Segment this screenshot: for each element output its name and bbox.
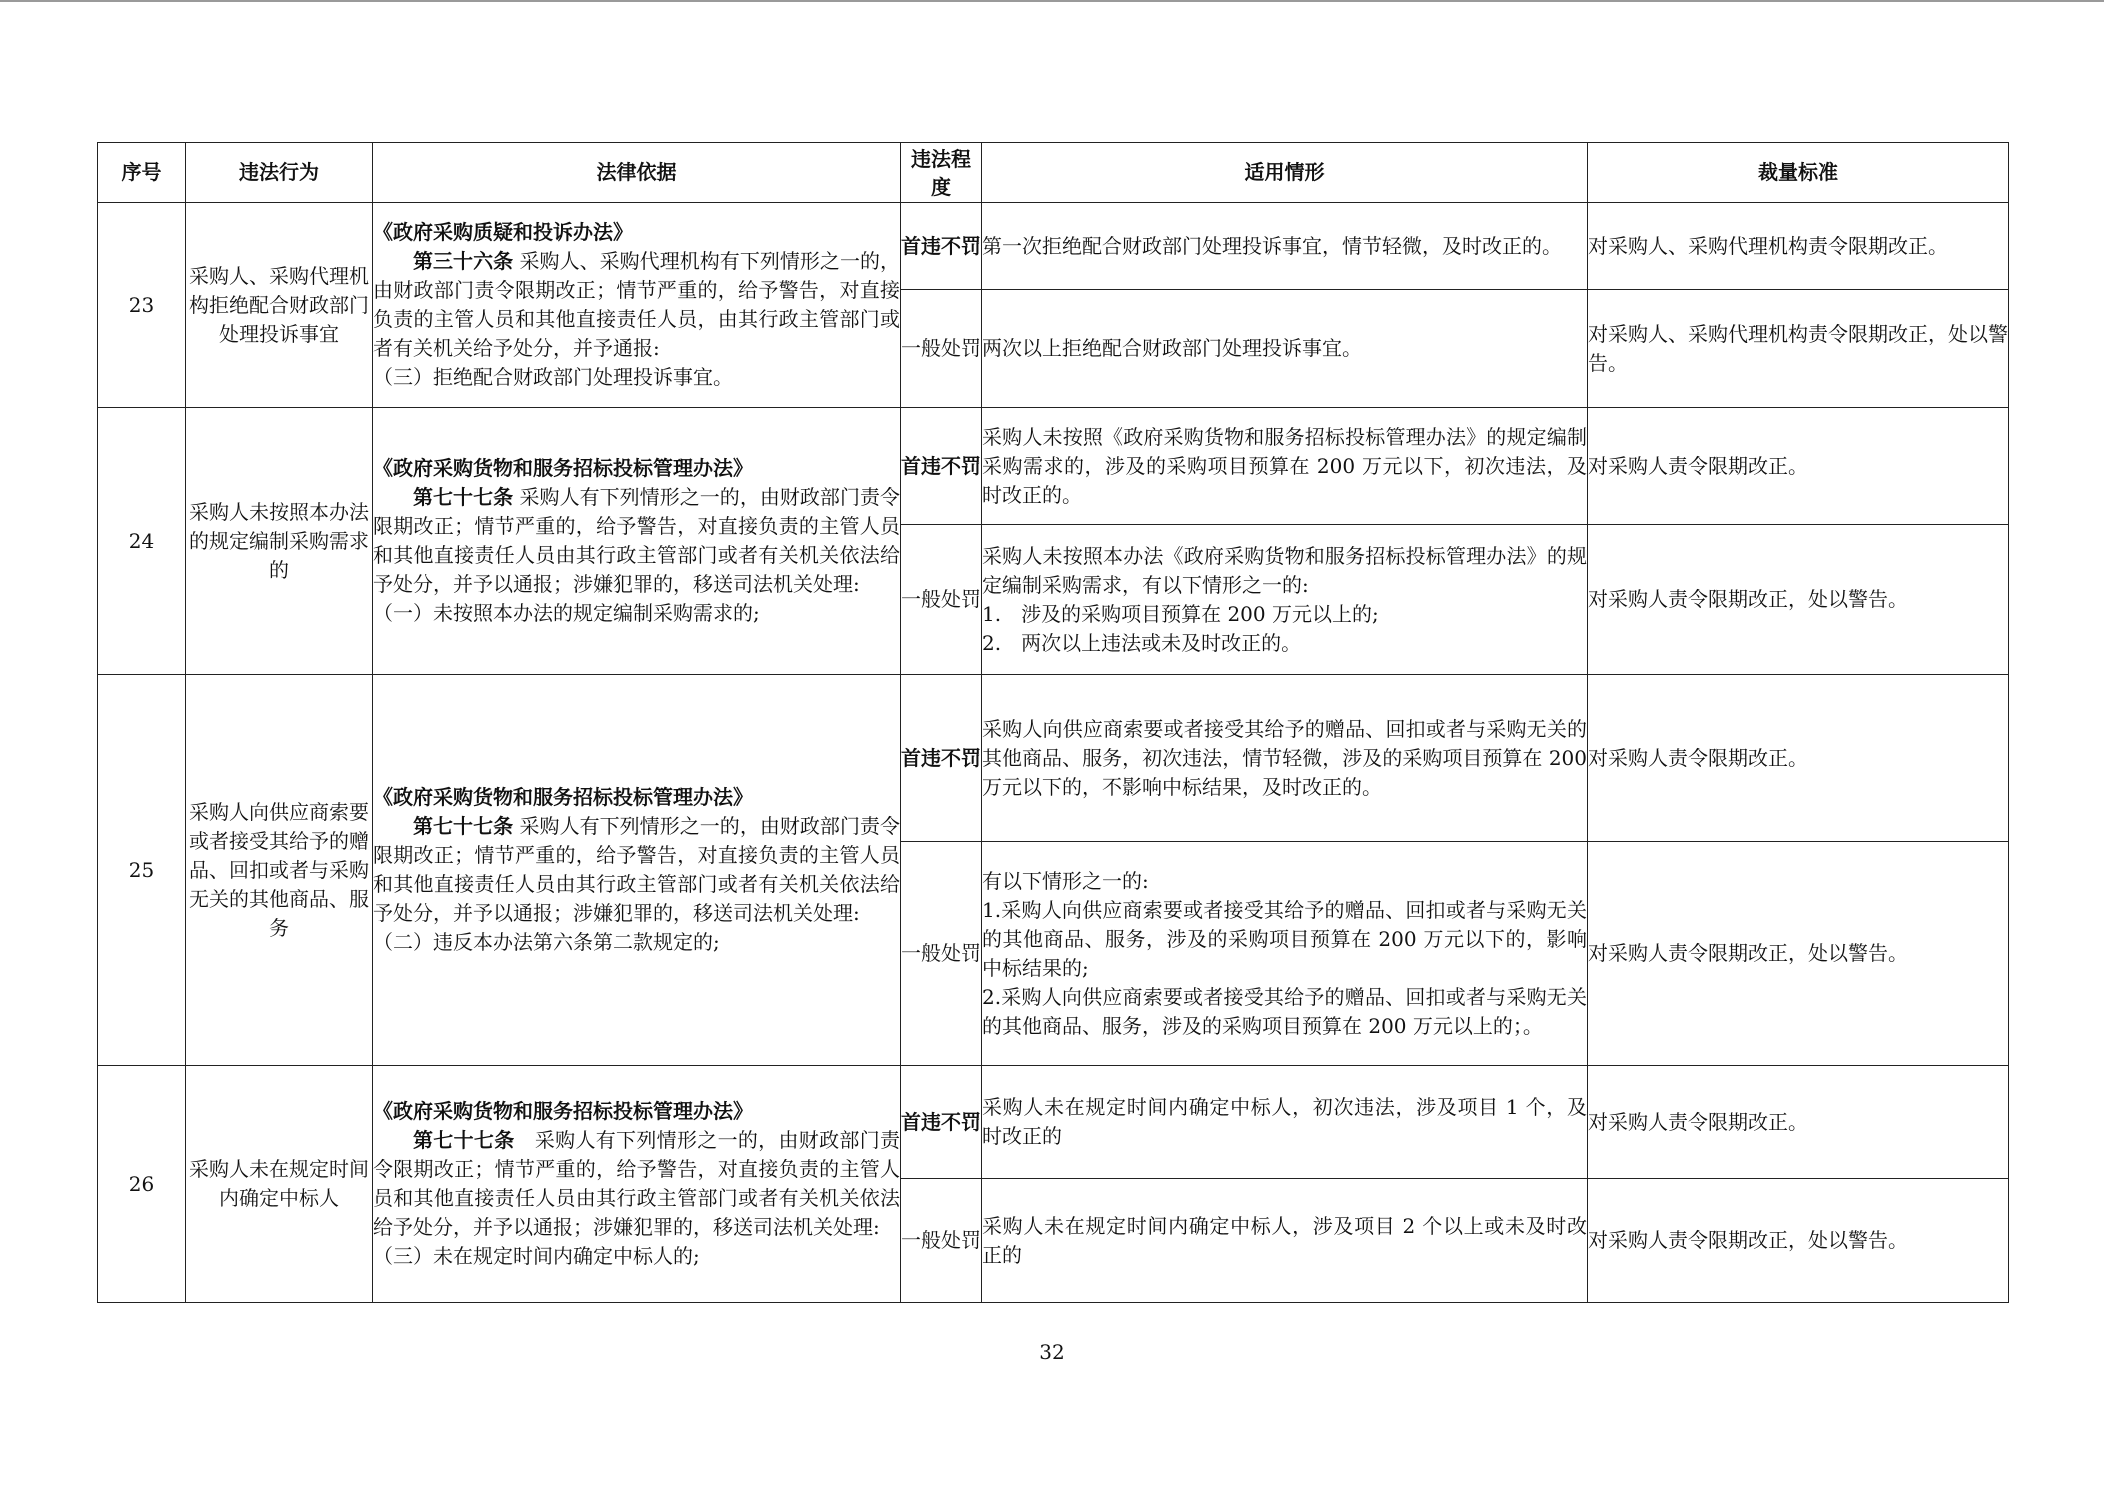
- basis-title: 《政府采购货物和服务招标投标管理办法》: [373, 1099, 753, 1123]
- legal-basis: [373, 675, 901, 1066]
- page-number: 32: [1039, 1340, 1065, 1364]
- situation-second: 采购人未在规定时间内确定中标人，涉及项目 2 个以上或未及时改正的: [982, 1179, 1588, 1303]
- basis-title: 《政府采购质疑和投诉办法》: [373, 220, 633, 244]
- degree-second: 一般处罚: [901, 290, 982, 408]
- situation-first: 第一次拒绝配合财政部门处理投诉事宜，情节轻微，及时改正的。: [982, 203, 1588, 290]
- header-standard: 裁量标准: [1588, 143, 2009, 203]
- basis-item: （一）未按照本办法的规定编制采购需求的;: [373, 601, 760, 625]
- situation-second: 有以下情形之一的: 1.采购人向供应商索要或者接受其给予的赠品、回扣或者与采购无关的其他商品、服务，涉及的采购项目预算在 200 万元以下的，影响中标结果的; 2.采购人向供应商索要或者接受其给予的赠品、回扣或者与采购无关的其他商品、服务，涉及的采购项目预算在 200 万元以上的；。: [982, 842, 1588, 1066]
- top-border-line: [0, 0, 2104, 2]
- degree-first: 首违不罚: [901, 1066, 982, 1179]
- header-degree: 违法程度: [901, 143, 982, 203]
- standard-second: 对采购人责令限期改正，处以警告。: [1588, 842, 2009, 1066]
- degree-first: 首违不罚: [901, 675, 982, 842]
- table-header-row: [98, 143, 2009, 203]
- row-number: 26: [98, 1066, 186, 1303]
- basis-item: （二）违反本办法第六条第二款规定的;: [373, 930, 720, 954]
- degree-first: 首违不罚: [901, 408, 982, 525]
- table-row: [98, 203, 2009, 290]
- table-row: [98, 675, 2009, 842]
- standard-first: 对采购人、采购代理机构责令限期改正。: [1588, 203, 2009, 290]
- standard-first: 对采购人责令限期改正。: [1588, 408, 2009, 525]
- basis-item: （三）拒绝配合财政部门处理投诉事宜。: [373, 365, 733, 389]
- standard-first: 对采购人责令限期改正。: [1588, 1066, 2009, 1179]
- row-number: 24: [98, 408, 186, 675]
- situation-second: 两次以上拒绝配合财政部门处理投诉事宜。: [982, 290, 1588, 408]
- row-number: 23: [98, 203, 186, 408]
- degree-second: 一般处罚: [901, 1179, 982, 1303]
- legal-basis: [373, 203, 901, 408]
- violation-act: 采购人向供应商索要或者接受其给予的赠品、回扣或者与采购无关的其他商品、服务: [186, 675, 373, 1066]
- table-row: [98, 1066, 2009, 1179]
- list-item: 2.采购人向供应商索要或者接受其给予的赠品、回扣或者与采购无关的其他商品、服务，涉及的采购项目预算在 200 万元以上的；。: [982, 984, 1587, 1038]
- list-item: 2. 两次以上违法或未及时改正的。: [982, 630, 1302, 655]
- list-item: 1.采购人向供应商索要或者接受其给予的赠品、回扣或者与采购无关的其他商品、服务，涉及的采购项目预算在 200 万元以下的，影响中标结果的;: [982, 897, 1587, 980]
- situation-first: 采购人未在规定时间内确定中标人，初次违法，涉及项目 1 个，及时改正的: [982, 1066, 1588, 1179]
- header-act: 违法行为: [186, 143, 373, 203]
- basis-article: 第三十六条 采购人、采购代理机构有下列情形之一的，由财政部门责令限期改正；情节严重的，给予警告，对直接负责的主管人员和其他直接责任人员，由其行政主管部门或者有关机关给予处分，并予通报:: [373, 249, 901, 360]
- situation-second: 采购人未按照本办法《政府采购货物和服务招标投标管理办法》的规定编制采购需求，有以下情形之一的: 1. 涉及的采购项目预算在 200 万元以上的; 2. 两次以上违法或未及时改正的。: [982, 525, 1588, 675]
- standard-second: 对采购人、采购代理机构责令限期改正，处以警告。: [1588, 290, 2009, 408]
- penalty-table: [97, 142, 2009, 1303]
- basis-article: 第七十七条 采购人有下列情形之一的，由财政部门责令限期改正；情节严重的，给予警告，对直接负责的主管人员和其他直接责任人员由其行政主管部门或者有关机关依法给予处分，并予以通报；涉嫌犯罪的，移送司法机关处理:: [373, 814, 901, 925]
- violation-act: 采购人未在规定时间内确定中标人: [186, 1066, 373, 1303]
- basis-title: 《政府采购货物和服务招标投标管理办法》: [373, 456, 753, 480]
- header-num: 序号: [98, 143, 186, 203]
- table-row: [98, 408, 2009, 525]
- row-number: 25: [98, 675, 186, 1066]
- degree-second: 一般处罚: [901, 525, 982, 675]
- list-item: 1. 涉及的采购项目预算在 200 万元以上的;: [982, 601, 1379, 626]
- basis-item: （三）未在规定时间内确定中标人的;: [373, 1244, 700, 1268]
- violation-act: 采购人、采购代理机构拒绝配合财政部门处理投诉事宜: [186, 203, 373, 408]
- header-basis: 法律依据: [373, 143, 901, 203]
- degree-second: 一般处罚: [901, 842, 982, 1066]
- violation-act: 采购人未按照本办法的规定编制采购需求的: [186, 408, 373, 675]
- basis-article: 第七十七条 采购人有下列情形之一的，由财政部门责令限期改正；情节严重的，给予警告，对直接负责的主管人员和其他直接责任人员由其行政主管部门或者有关机关依法给予处分，并予以通报；涉嫌犯罪的，移送司法机关处理:: [373, 1128, 901, 1239]
- situation-first: 采购人向供应商索要或者接受其给予的赠品、回扣或者与采购无关的其他商品、服务，初次违法，情节轻微，涉及的采购项目预算在 200 万元以下的，不影响中标结果，及时改正的。: [982, 675, 1588, 842]
- header-situation: 适用情形: [982, 143, 1588, 203]
- standard-second: 对采购人责令限期改正，处以警告。: [1588, 1179, 2009, 1303]
- basis-title: 《政府采购货物和服务招标投标管理办法》: [373, 785, 753, 809]
- situation-first: 采购人未按照《政府采购货物和服务招标投标管理办法》的规定编制采购需求的，涉及的采购项目预算在 200 万元以下，初次违法，及时改正的。: [982, 408, 1588, 525]
- basis-article: 第七十七条 采购人有下列情形之一的，由财政部门责令限期改正；情节严重的，给予警告，对直接负责的主管人员和其他直接责任人员由其行政主管部门或者有关机关依法给予处分，并予以通报；涉嫌犯罪的，移送司法机关处理:: [373, 485, 901, 596]
- standard-second: 对采购人责令限期改正，处以警告。: [1588, 525, 2009, 675]
- standard-first: 对采购人责令限期改正。: [1588, 675, 2009, 842]
- degree-first: 首违不罚: [901, 203, 982, 290]
- legal-basis: [373, 408, 901, 675]
- legal-basis: [373, 1066, 901, 1303]
